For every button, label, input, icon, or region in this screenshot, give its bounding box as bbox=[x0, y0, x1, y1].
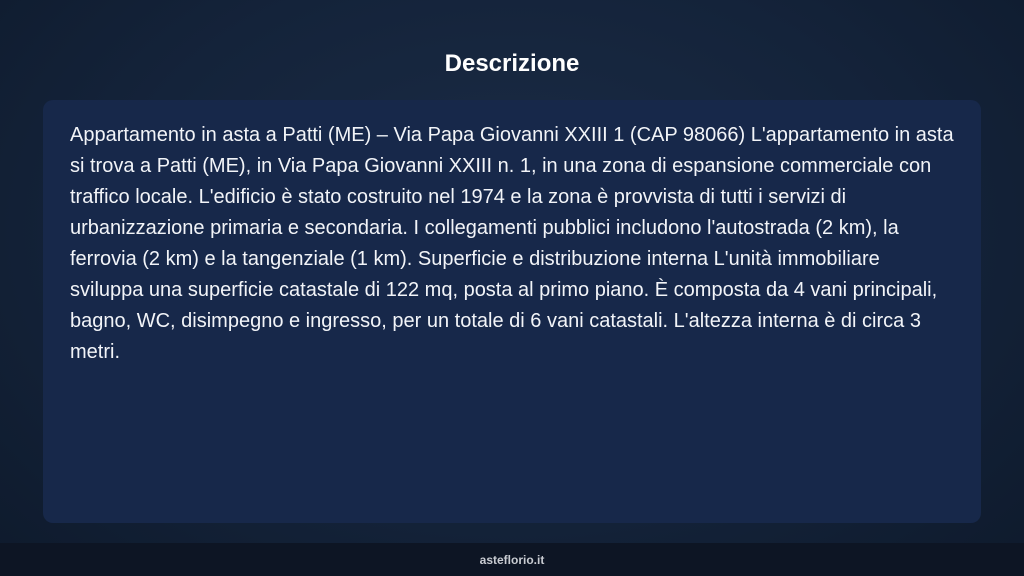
footer-brand: asteflorio.it bbox=[479, 553, 545, 567]
description-panel bbox=[43, 100, 981, 523]
page-title: Descrizione bbox=[444, 50, 580, 77]
footer-bar bbox=[0, 543, 1024, 576]
description-text: Appartamento in asta a Patti (ME) – Via Papa Giovanni XXIII 1 (CAP 98066) L'appartamento in asta si trova a Patti (ME), in Via Papa Giovanni XXIII n. 1, in una zona di espansione commerciale con traffico locale. L'edificio è stato costruito nel 1974 e la zona è provvista di tutti i servizi di urbanizzazione primaria e secondaria. I collegamenti pubblici includono l'autostrada (2 km), la ferrovia (2 km) e la tangenziale (1 km). Superficie e distribuzione interna L'unità immobiliare sviluppa una superficie catastale di 122 mq, posta al primo piano. È composta da 4 vani principali, bagno, WC, disimpegno e ingresso, per un totale di 6 vani catastali. L'altezza interna è di circa 3 metri. bbox=[70, 124, 954, 363]
